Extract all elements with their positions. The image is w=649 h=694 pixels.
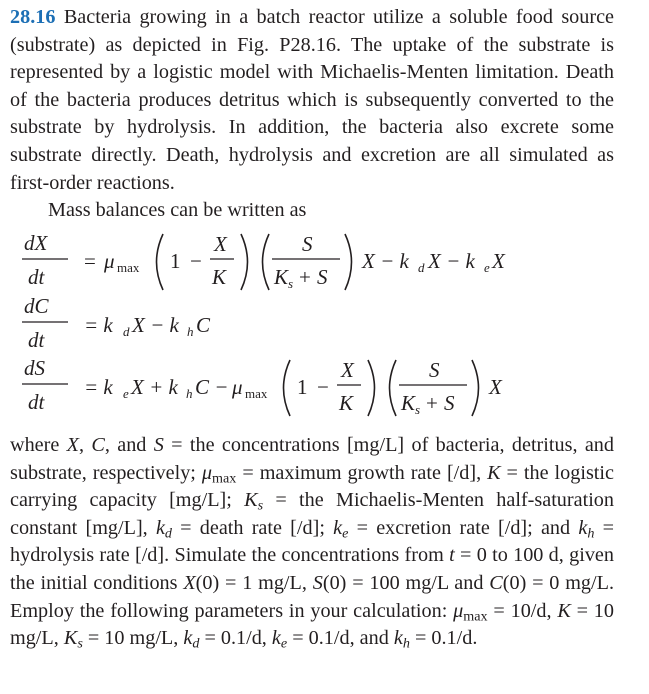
eq1-ke-subscript: e xyxy=(484,260,490,275)
definitions-fragment: d xyxy=(164,525,172,542)
eq1-tail2: X − k xyxy=(428,249,475,273)
eq2-rhs-end: C xyxy=(196,313,211,337)
definitions-fragment: max xyxy=(212,470,237,487)
definitions-fragment: μ xyxy=(453,599,464,622)
definitions-fragment: h xyxy=(587,525,595,542)
definitions-fragment: k xyxy=(578,516,588,539)
definitions-fragment: = the Michaelis-Menten half-saturation constant [mg/L], xyxy=(10,489,614,539)
eq1-paren-open-1 xyxy=(157,234,164,290)
definitions-fragment: K xyxy=(557,599,571,622)
eq3-frac-S: S xyxy=(429,358,440,382)
eq1-frac-K: K xyxy=(212,265,227,289)
definitions-fragment: d xyxy=(192,635,200,652)
eq3-kh-subscript: h xyxy=(186,386,193,401)
definitions-fragment: C xyxy=(489,571,503,594)
eq2-lhs-denominator: dt xyxy=(28,328,45,352)
definitions-paragraph xyxy=(10,432,614,653)
eq1-kd-subscript: d xyxy=(418,260,425,275)
definitions-fragment: max xyxy=(463,608,488,625)
definitions-fragment: where xyxy=(10,434,67,456)
definitions-fragment: = 0.1/d, and xyxy=(287,627,394,650)
eq3-Ks-subscript: s xyxy=(415,402,421,417)
definitions-fragment: = 10 mg/L, xyxy=(10,599,614,650)
eq1-one: 1 xyxy=(170,249,181,273)
eq1-tail: X − k xyxy=(362,249,409,273)
eq1-plus: + xyxy=(299,265,311,289)
eq2-lhs-numerator: dC xyxy=(24,294,49,318)
definitions-fragment: , xyxy=(79,434,92,456)
eq3-rhs-mid: X + k xyxy=(131,375,178,399)
eq1-mu: μ xyxy=(104,249,115,273)
eq2-rhs-start: = k xyxy=(84,313,113,337)
definitions-fragment: h xyxy=(402,635,410,652)
eq2-rhs-mid: X − k xyxy=(132,313,179,337)
eq1-lhs-numerator: dX xyxy=(24,231,48,255)
definitions-fragment: k xyxy=(393,627,403,650)
definitions-fragment: t xyxy=(449,544,455,567)
definitions-fragment: k xyxy=(333,516,343,539)
definitions-fragment: s xyxy=(257,497,264,514)
definitions-fragment: , and xyxy=(104,434,154,456)
definitions-fragment: K xyxy=(244,489,258,512)
problem-number: 28.16 xyxy=(10,6,56,28)
eq3-rhs-start: = k xyxy=(84,375,113,399)
eq3-one: 1 xyxy=(297,375,308,399)
eq3-frac-K: K xyxy=(339,391,354,415)
definitions-fragment: = 0 to 100 d, given the initial conditions xyxy=(10,544,614,594)
definitions-fragment: s xyxy=(77,635,83,652)
eq3-lhs-numerator: dS xyxy=(24,356,45,380)
definitions-fragment: = 10/d, xyxy=(487,599,558,622)
eq3-mu: μ xyxy=(232,375,243,399)
definitions-fragment: k xyxy=(271,627,281,650)
eq3-mu-subscript: max xyxy=(245,386,268,401)
eq2-kd-subscript: d xyxy=(123,324,130,339)
eq3-paren-close-1 xyxy=(368,360,375,416)
eq1-Ks-subscript: s xyxy=(288,276,294,291)
definitions-fragment: K xyxy=(63,627,78,650)
problem-intro: Bacteria growing in a batch reactor utilize a soluble food source (substrate) as depicted in Fig. P28.16. The uptake of the substrate is represented by a logistic model with Michaelis-Menten limitation. Death of the bacteria produces detritus which is subsequently converted to the substrate by hydrolysis. In addition, the bacteria also excrete some substrate directly. Death, hydrolysis and excretion are all simulated as first-order reactions. xyxy=(10,6,615,194)
definitions-fragment: = the concentrations [mg/L] of bacteria, detritus, and substrate, respectively; xyxy=(10,434,614,484)
eq3-denom-S: S xyxy=(444,391,455,415)
definitions-fragment: = 0.1/d. xyxy=(409,627,478,650)
definitions-fragment: = excretion rate [/d]; and xyxy=(348,516,579,539)
definitions-fragment: X xyxy=(66,434,79,456)
definitions-fragment: (0) = 1 mg/L, xyxy=(195,571,313,594)
definitions-fragment: = hydrolysis rate [/d]. Simulate the concentrations from xyxy=(10,516,614,567)
definitions-fragment: (0) = 0 mg/L. Employ the following parameters in your calculation: xyxy=(10,571,615,622)
eq1-mu-subscript: max xyxy=(117,260,140,275)
definitions-fragment: μ xyxy=(201,461,213,484)
definitions-fragment: k xyxy=(183,627,193,650)
definitions-fragment: = 0.1/d, xyxy=(199,627,272,650)
eq3-minus: − xyxy=(317,375,329,399)
definitions-fragment: S xyxy=(153,434,164,456)
eq1-lhs-denominator: dt xyxy=(28,265,45,289)
eq3-paren-close-2 xyxy=(472,360,479,416)
equation-dX-dt xyxy=(22,231,506,291)
definitions-fragment: = the logistic carrying capacity [mg/L]; xyxy=(10,461,614,512)
eq3-lhs-denominator: dt xyxy=(28,390,45,414)
definitions-fragment: e xyxy=(280,635,288,652)
definitions-fragment: (0) = 100 mg/L and xyxy=(322,571,490,594)
eq3-frac-X: X xyxy=(341,358,354,382)
eq1-minus: − xyxy=(190,249,202,273)
eq1-paren-close-1 xyxy=(241,234,248,290)
eq1-paren-open-2 xyxy=(263,234,270,290)
definitions-fragment: e xyxy=(342,525,349,542)
definitions-fragment: X xyxy=(183,571,196,594)
eq1-denom-S: S xyxy=(317,265,328,289)
definitions-fragment: S xyxy=(312,571,323,594)
lead-in-text: Mass balances can be written as xyxy=(48,199,307,221)
eq3-Ks: K xyxy=(401,391,416,415)
definitions-fragment: = maximum growth rate [/d], xyxy=(236,461,488,484)
eq1-equals: = xyxy=(84,249,96,273)
eq1-tail3: X xyxy=(492,249,505,273)
eq3-paren-open-1 xyxy=(284,360,291,416)
eq1-frac-X: X xyxy=(214,232,227,256)
definitions-fragment: k xyxy=(155,516,165,539)
eq3-paren-open-2 xyxy=(390,360,397,416)
definitions-fragment: C xyxy=(91,434,105,456)
eq1-paren-close-2 xyxy=(345,234,352,290)
eq3-ke-subscript: e xyxy=(123,386,129,401)
definitions-fragment: K xyxy=(487,461,501,484)
equation-dS-dt xyxy=(22,356,503,417)
eq2-kh-subscript: h xyxy=(187,324,194,339)
eq3-tail: X xyxy=(489,375,502,399)
eq3-plus: + xyxy=(426,391,438,415)
eq1-frac-S: S xyxy=(302,232,313,256)
definitions-fragment: = death rate [/d]; xyxy=(171,516,334,539)
eq1-Ks: K xyxy=(274,265,289,289)
equation-dC-dt xyxy=(22,294,211,352)
definitions-fragment: = 10 mg/L, xyxy=(82,627,184,650)
eq3-rhs-mid2: C − xyxy=(195,375,229,399)
